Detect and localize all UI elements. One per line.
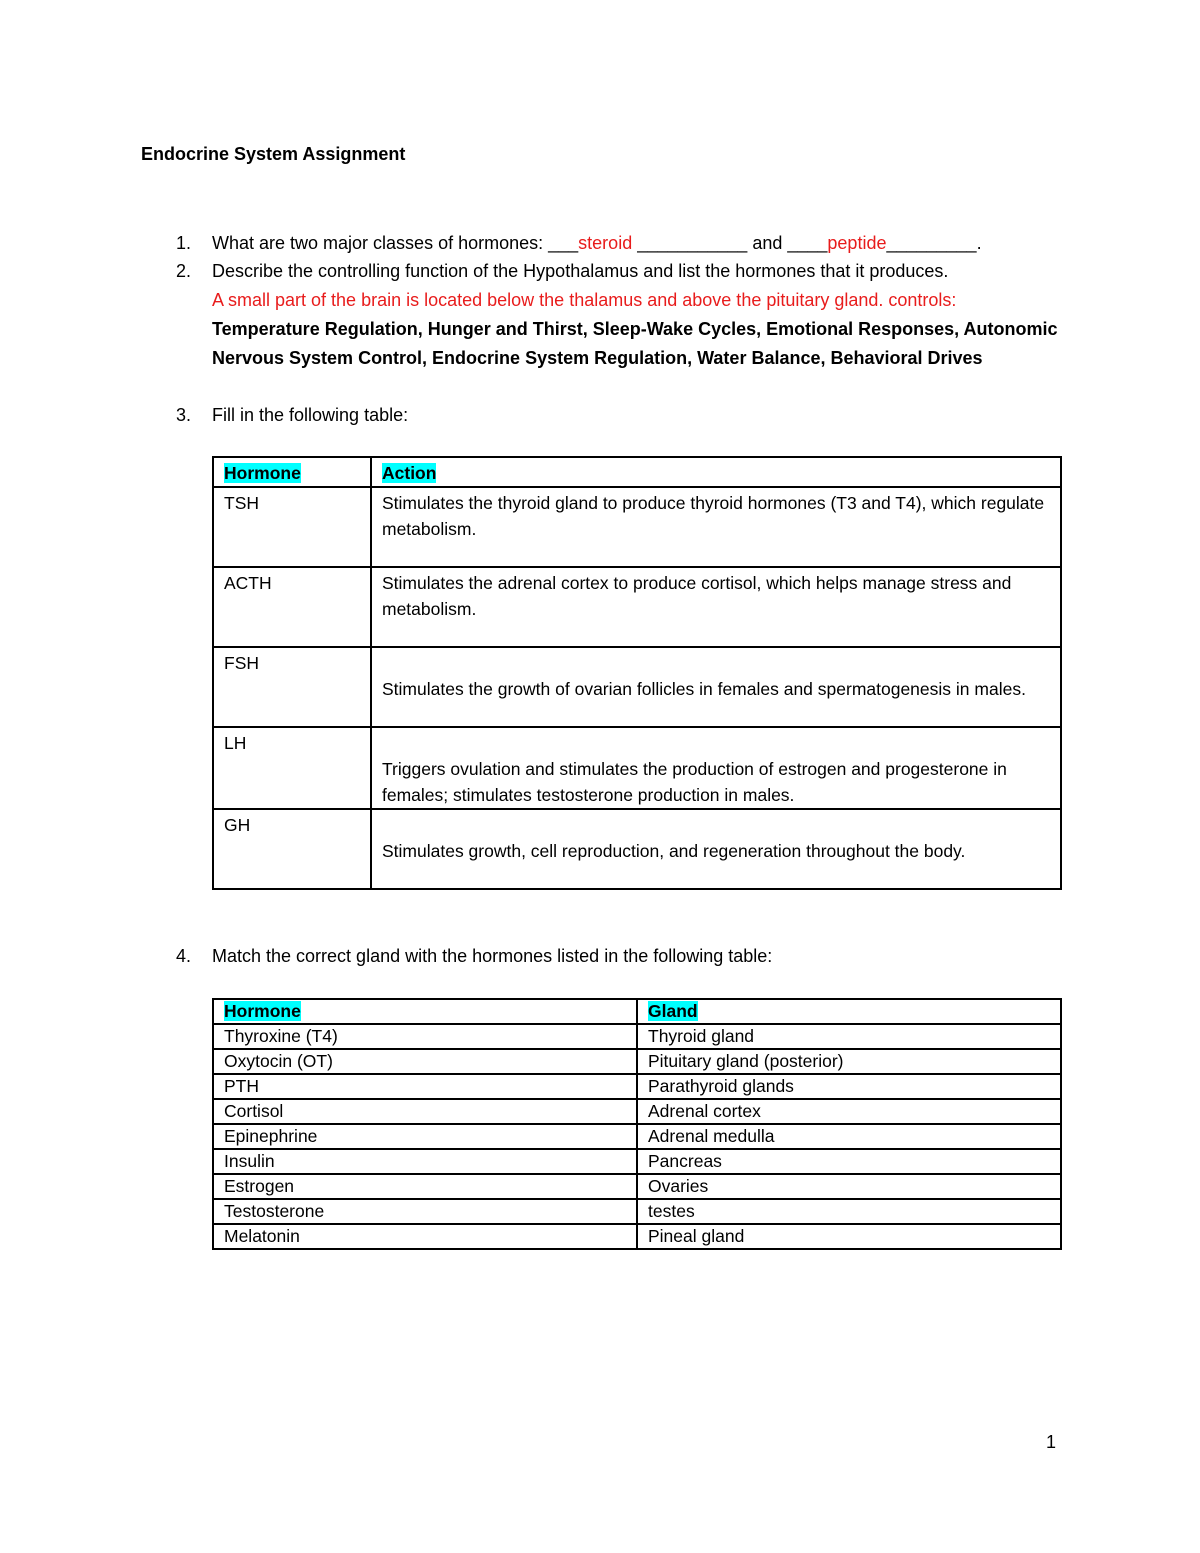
question-1-answer-1: steroid	[578, 233, 633, 253]
action-cell-wrapper	[371, 647, 1061, 727]
question-2-answer-list: Temperature Regulation, Hunger and Thirst, Sleep-Wake Cycles, Emotional Responses, Autonomic Nervous System Control, Endocrine System Regulation, Water Balance, Behavioral Drives	[212, 319, 1058, 368]
question-1-prefix: What are two major classes of hormones: ___	[212, 233, 579, 253]
table-row	[213, 809, 1061, 889]
table-row	[213, 1024, 1061, 1049]
gland-cell: Thyroid gland	[637, 1024, 1061, 1049]
table-row	[213, 487, 1061, 567]
header-cell-hormone	[213, 999, 637, 1024]
action-cell: Stimulates the thyroid gland to produce thyroid hormones (T3 and T4), which regulate metabolism.	[371, 487, 1061, 567]
question-1-middle: ___________ and ____	[632, 233, 828, 253]
hormone-cell: Cortisol	[213, 1099, 637, 1124]
table-header-row	[213, 457, 1061, 487]
gland-cell: Adrenal cortex	[637, 1099, 1061, 1124]
table-row	[213, 1049, 1061, 1074]
hormone-cell: Epinephrine	[213, 1124, 637, 1149]
question-3-prompt: Fill in the following table:	[212, 405, 409, 425]
hormone-cell: PTH	[213, 1074, 637, 1099]
table-row	[213, 1174, 1061, 1199]
table-row	[213, 1149, 1061, 1174]
gland-cell: testes	[637, 1199, 1061, 1224]
question-1-answer-2: peptide	[827, 233, 887, 253]
question-3-number: 3.	[176, 405, 192, 425]
table-row	[213, 1199, 1061, 1224]
hormone-cell: Oxytocin (OT)	[213, 1049, 637, 1074]
table-row	[213, 1224, 1061, 1249]
header-cell-gland	[637, 999, 1061, 1024]
action-cell-wrapper	[371, 727, 1061, 809]
hormone-cell: Melatonin	[213, 1224, 637, 1249]
hormone-cell: TSH	[213, 487, 371, 567]
action-cell: Stimulates growth, cell reproduction, and regeneration throughout the body.	[382, 841, 966, 861]
page-number: 1	[1046, 1432, 1057, 1452]
header-cell-hormone	[213, 457, 371, 487]
hormone-cell: Thyroxine (T4)	[213, 1024, 637, 1049]
hormone-cell: Testosterone	[213, 1199, 637, 1224]
header-cell-action	[371, 457, 1061, 487]
table-row	[213, 1124, 1061, 1149]
gland-cell: Pituitary gland (posterior)	[637, 1049, 1061, 1074]
gland-cell: Adrenal medulla	[637, 1124, 1061, 1149]
header-action: Action	[382, 463, 437, 483]
header-hormone: Hormone	[224, 463, 301, 483]
action-cell-wrapper	[371, 809, 1061, 889]
question-2-number: 2.	[176, 261, 192, 281]
hormone-cell: LH	[213, 727, 371, 809]
hormone-cell: FSH	[213, 647, 371, 727]
header-gland: Gland	[648, 1001, 698, 1021]
hormone-action-table	[212, 456, 1062, 890]
table-row	[213, 727, 1061, 809]
gland-cell: Pineal gland	[637, 1224, 1061, 1249]
action-cell: Stimulates the adrenal cortex to produce cortisol, which helps manage stress and metabolism.	[371, 567, 1061, 647]
gland-cell: Pancreas	[637, 1149, 1061, 1174]
table-row	[213, 647, 1061, 727]
question-2	[176, 257, 1066, 373]
table-row	[213, 567, 1061, 647]
question-2-answer-intro: A small part of the brain is located below the thalamus and above the pituitary gland. controls:	[212, 290, 957, 310]
gland-cell: Parathyroid glands	[637, 1074, 1061, 1099]
table-row	[213, 1099, 1061, 1124]
question-3	[176, 401, 1066, 430]
document-title: Endocrine System Assignment	[141, 144, 406, 164]
question-1	[176, 229, 1066, 258]
hormone-cell: Estrogen	[213, 1174, 637, 1199]
hormone-cell: Insulin	[213, 1149, 637, 1174]
table-row	[213, 1074, 1061, 1099]
question-2-prompt: Describe the controlling function of the Hypothalamus and list the hormones that it produces.	[212, 261, 949, 281]
action-cell: Triggers ovulation and stimulates the production of estrogen and progesterone in females; stimulates testosterone production in males.	[382, 759, 1007, 805]
gland-cell: Ovaries	[637, 1174, 1061, 1199]
action-cell: Stimulates the growth of ovarian follicles in females and spermatogenesis in males.	[382, 679, 1026, 699]
question-1-suffix: _________.	[886, 233, 982, 253]
question-4	[176, 942, 1066, 971]
question-4-prompt: Match the correct gland with the hormones listed in the following table:	[212, 946, 773, 966]
table-header-row	[213, 999, 1061, 1024]
hormone-cell: ACTH	[213, 567, 371, 647]
question-1-number: 1.	[176, 233, 192, 253]
question-4-number: 4.	[176, 946, 192, 966]
hormone-cell: GH	[213, 809, 371, 889]
header-hormone: Hormone	[224, 1001, 301, 1021]
hormone-gland-table	[212, 998, 1062, 1250]
